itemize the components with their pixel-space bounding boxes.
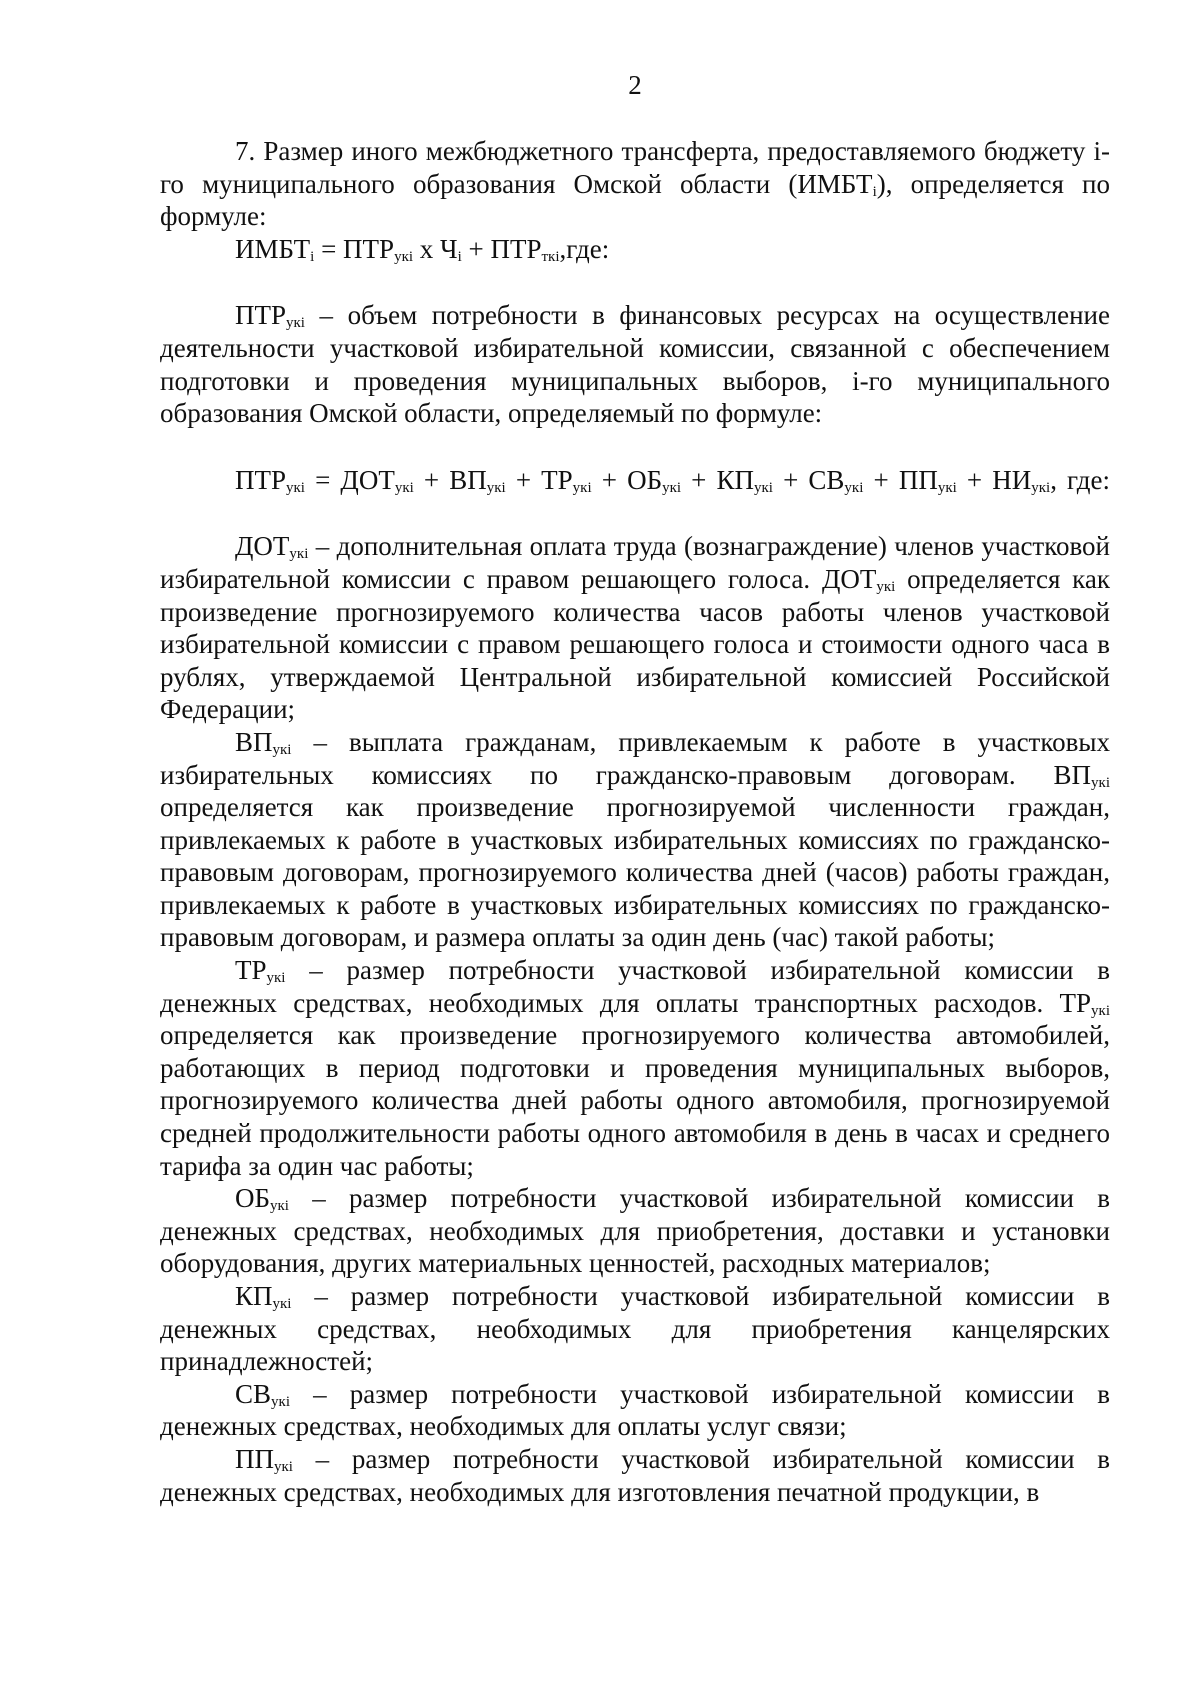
formula-imbt: [160, 233, 1110, 266]
subscript: укi: [844, 479, 864, 496]
subscript: i: [457, 248, 462, 265]
definition-text: определяется как произведение прогнозируемого количества автомобилей, работающих в период подготовки и проведения муниципальных выборов, прогнозируемого количества дней работы одного автомобиля, прогнозируемой средней продолжительности работы одного автомобиля в день в часах и среднего тарифа за один час работы;: [160, 1020, 1110, 1181]
subscript: укi: [266, 970, 286, 987]
paragraph-7-end: ), определяется по формуле:: [160, 168, 1110, 232]
subscript: укi: [286, 479, 305, 496]
term: КП: [235, 1281, 273, 1311]
subscript: укi: [937, 479, 957, 496]
subscript: укi: [270, 1198, 289, 1215]
page-number: 2: [628, 70, 642, 100]
definition-text: – размер потребности участковой избирательной комиссии в денежных средствах, необходимых для оплаты транспортных расходов. ТР: [160, 955, 1110, 1018]
term: ОБ: [235, 1183, 271, 1214]
formula-term: + ТР: [505, 464, 573, 495]
subscript: ткi: [541, 248, 560, 265]
formula-term: ,где:: [559, 233, 610, 264]
definition-text: – размер потребности участковой избирательной комиссии в денежных средствах, необходимых для приобретения, доставки и установки оборудования, других материальных ценностей, расходных материалов;: [160, 1183, 1110, 1279]
definition-dot: [160, 530, 1110, 726]
term: ПП: [235, 1443, 274, 1474]
formula-term: + ПТР: [461, 233, 542, 264]
subscript: укi: [754, 479, 773, 496]
subscript: укi: [1031, 479, 1051, 496]
formula-term: , где:: [1050, 464, 1111, 495]
term: ПТР: [235, 300, 287, 331]
formula-term: = ДОТ: [304, 464, 395, 495]
definition-text: – дополнительная оплата труда (вознаграждение) членов участковой избирательной комиссии с правом решающего голоса. ДОТ: [160, 531, 1110, 594]
formula-term: + СВ: [772, 464, 845, 495]
formula-term: = ПТР: [314, 233, 395, 264]
subscript: укi: [1091, 774, 1110, 791]
subscript: укi: [394, 479, 414, 496]
definition-text: – размер потребности участковой избирательной комиссии в денежных средствах, необходимых для оплаты услуг связи;: [160, 1378, 1110, 1442]
formula-term: х Ч: [413, 233, 458, 264]
subscript: i: [310, 248, 315, 265]
formula-term: ПТР: [235, 464, 287, 495]
definition-kp: [160, 1280, 1110, 1378]
formula-ptr: [160, 464, 1110, 497]
formula-term: + НИ: [956, 464, 1032, 495]
subscript: укi: [876, 578, 896, 595]
term: СВ: [235, 1378, 272, 1409]
definition-text: – размер потребности участковой избирательной комиссии в денежных средствах, необходимых для приобретения канцелярских принадлежностей;: [160, 1281, 1110, 1377]
subscript: укi: [272, 1296, 292, 1312]
subscript: укi: [572, 479, 592, 496]
formula-term: + ОБ: [591, 464, 663, 495]
definition-pp: [160, 1443, 1110, 1508]
subscript: i: [872, 183, 877, 200]
formula-term: + КП: [681, 464, 754, 495]
formula-term: + ПП: [863, 464, 938, 495]
definition-text: – объем потребности в финансовых ресурсах на осуществление деятельности участковой избирательной комиссии, связанной с обеспечением подготовки и проведения муниципальных выборов, i-го муниципального образования Омской области, определяемый по формуле:: [160, 300, 1110, 429]
subscript: укi: [394, 248, 414, 265]
definition-ob: [160, 1182, 1110, 1280]
paragraph-7-text: 7. Размер иного межбюджетного трансферта, предоставляемого бюджету i-го муниципального образования Омской области (ИМБТ: [160, 136, 1110, 199]
subscript: укi: [274, 1458, 293, 1475]
subscript: укi: [1091, 1002, 1110, 1019]
definition-vp: [160, 726, 1110, 954]
definition-text: – выплата гражданам, привлекаемым к работе в участковых избирательных комиссиях по гражданско-правовым договорам. ВП: [160, 726, 1110, 790]
document-body: [160, 135, 1110, 1508]
term: ДОТ: [235, 531, 290, 562]
subscript: укi: [286, 315, 305, 332]
definition-tr: [160, 954, 1110, 1182]
definition-text: определяется как произведение прогнозируемой численности граждан, привлекаемых к работе в участковых избирательных комиссиях по гражданско-правовым договорам, прогнозируемого количества дней (часов) работы граждан, привлекаемых к работе в участковых избирательных комиссиях по гражданско-правовым договорам, и размера оплаты за один день (час) такой работы;: [160, 792, 1110, 953]
definition-text: определяется как произведение прогнозируемого количества часов работы членов участковой избирательной комиссии с правом решающего голоса и стоимости одного часа в рублях, утверждаемой Центральной избирательной комиссией Российской Федерации;: [160, 563, 1110, 725]
paragraph-7: [160, 135, 1110, 233]
term: ТР: [235, 955, 267, 986]
formula-term: ИМБТ: [235, 233, 311, 264]
definition-sv: [160, 1378, 1110, 1443]
definition-ptr: [160, 299, 1110, 429]
subscript: укi: [486, 479, 506, 496]
term: ВП: [235, 726, 273, 757]
subscript: укi: [272, 741, 292, 758]
definition-text: – размер потребности участковой избирательной комиссии в денежных средствах, необходимых для изготовления печатной продукции, в: [160, 1443, 1110, 1507]
formula-term: + ВП: [413, 464, 487, 495]
subscript: укi: [289, 546, 309, 563]
subscript: укi: [662, 479, 682, 496]
subscript: укi: [271, 1393, 290, 1410]
